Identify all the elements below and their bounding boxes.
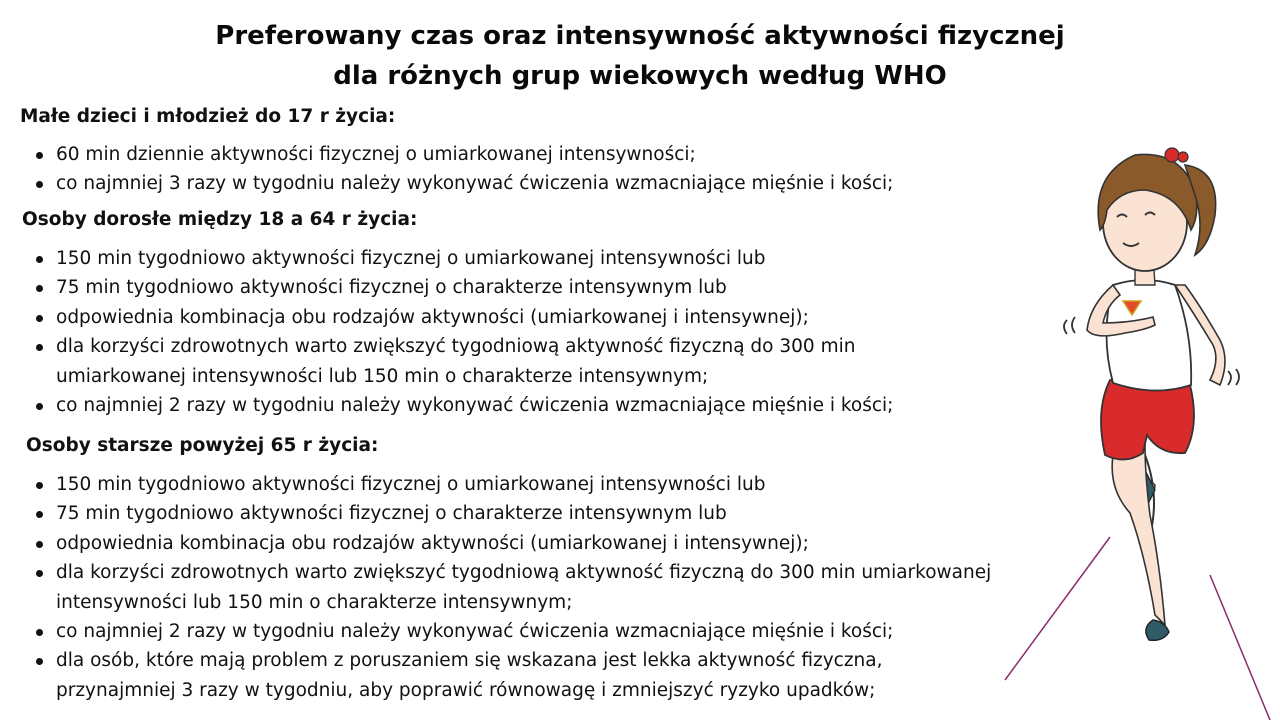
bullet-icon — [36, 511, 43, 518]
bullet-list-adults — [36, 244, 893, 420]
list-item: 75 min tygodniowo aktywności fizycznej o charakterze intensywnym lub — [36, 273, 893, 302]
list-item: dla osób, które mają problem z poruszaniem się wskazana jest lekka aktywność fizyczna, przynajmniej 3 razy w tygodniu, aby poprawić równowagę i zmniejszyć ryzyko upadków; — [36, 646, 991, 705]
motion-line-right — [1210, 575, 1270, 720]
list-item: odpowiednia kombinacja obu rodzajów aktywności (umiarkowanej i intensywnej); — [36, 529, 991, 558]
list-item: 150 min tygodniowo aktywności fizycznej o umiarkowanej intensywności lub — [36, 470, 991, 499]
running-girl-illustration — [995, 135, 1280, 720]
bullet-icon — [36, 403, 43, 410]
bullet-icon — [36, 256, 43, 263]
bullet-icon — [36, 315, 43, 322]
title-line-2: dla różnych grup wiekowych według WHO — [333, 61, 947, 91]
bullet-icon — [36, 285, 43, 292]
bullet-icon — [36, 541, 43, 548]
front-leg — [1112, 445, 1165, 625]
bullet-icon — [36, 482, 43, 489]
bullet-icon — [36, 344, 43, 351]
bullet-list-seniors — [36, 470, 991, 705]
list-item: dla korzyści zdrowotnych warto zwiększyć tygodniową aktywność fizyczną do 300 min umiarkowanej intensywności lub 150 min o charakterze intensywnym; — [36, 558, 991, 617]
bullet-icon — [36, 658, 43, 665]
list-item: 75 min tygodniowo aktywności fizycznej o charakterze intensywnym lub — [36, 499, 991, 528]
list-item: dla korzyści zdrowotnych warto zwiększyć tygodniową aktywność fizyczną do 300 min umiarkowanej intensywności lub 150 min o charakterze intensywnym; — [36, 332, 893, 391]
list-item: co najmniej 3 razy w tygodniu należy wykonywać ćwiczenia wzmacniające mięśnie i kości; — [36, 169, 893, 198]
list-item: 150 min tygodniowo aktywności fizycznej o umiarkowanej intensywności lub — [36, 244, 893, 273]
motion-marks-right — [1228, 369, 1239, 385]
bullet-icon — [36, 629, 43, 636]
section-heading-seniors: Osoby starsze powyżej 65 r życia: — [26, 435, 379, 456]
hair-bow — [1165, 148, 1179, 162]
bullet-icon — [36, 570, 43, 577]
list-item: odpowiednia kombinacja obu rodzajów aktywności (umiarkowanej i intensywnej); — [36, 303, 893, 332]
bullet-list-children — [36, 140, 893, 199]
page-title — [0, 16, 1280, 96]
motion-line-left — [1005, 537, 1110, 680]
section-heading-children: Małe dzieci i młodzież do 17 r życia: — [20, 106, 396, 127]
motion-marks-left — [1064, 317, 1075, 334]
list-item: 60 min dziennie aktywności fizycznej o umiarkowanej intensywności; — [36, 140, 893, 169]
section-heading-adults: Osoby dorosłe między 18 a 64 r życia: — [22, 209, 418, 230]
bullet-icon — [36, 181, 43, 188]
list-item: co najmniej 2 razy w tygodniu należy wykonywać ćwiczenia wzmacniające mięśnie i kości; — [36, 391, 893, 420]
list-item: co najmniej 2 razy w tygodniu należy wykonywać ćwiczenia wzmacniające mięśnie i kości; — [36, 617, 991, 646]
title-line-1: Preferowany czas oraz intensywność aktywności fizycznej — [215, 21, 1065, 51]
bullet-icon — [36, 152, 43, 159]
